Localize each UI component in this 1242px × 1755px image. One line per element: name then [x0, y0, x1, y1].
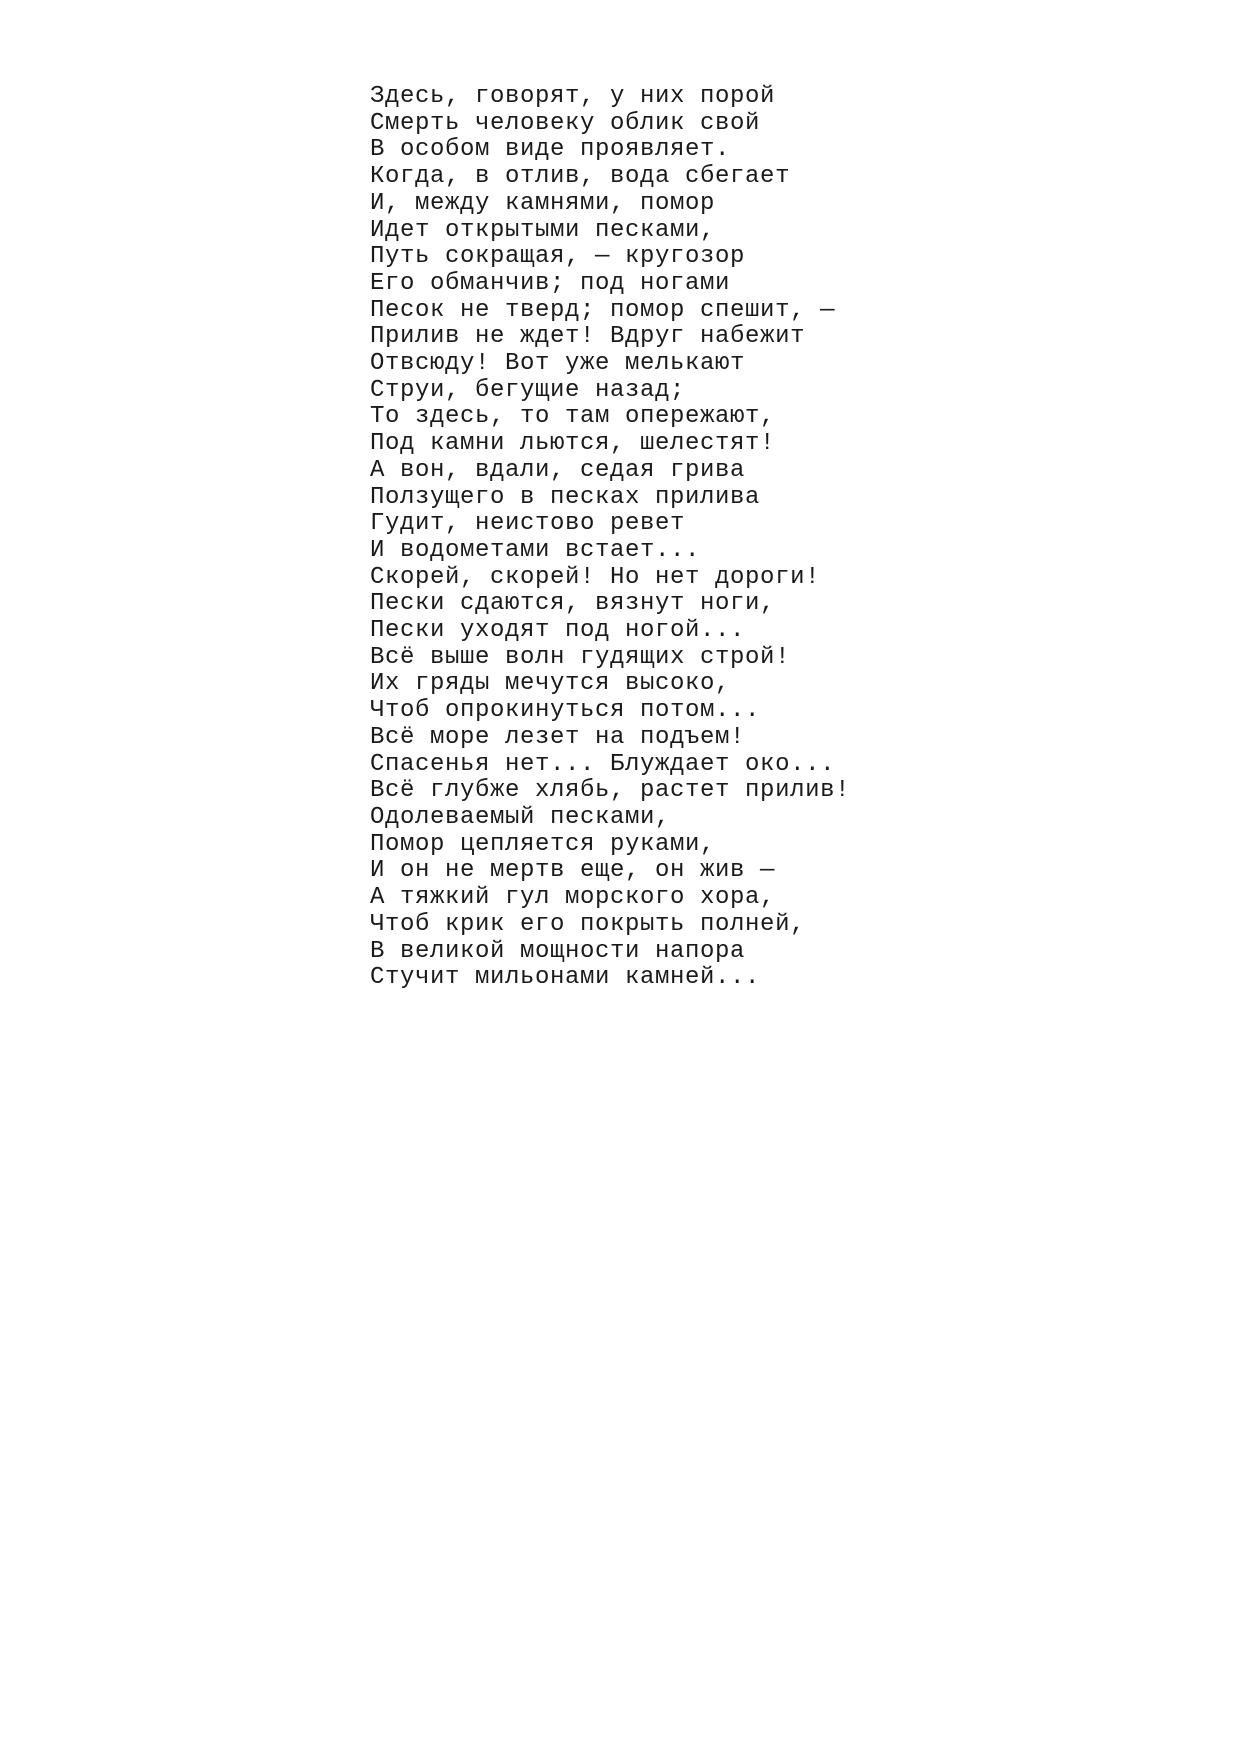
poem-line: И, между камнями, помор: [370, 189, 716, 217]
poem-line: Их гряды мечутся высоко,: [370, 670, 731, 698]
poem-line: Спасенья нет... Блуждает око...: [370, 750, 836, 778]
poem-line: Чтоб крик его покрыть полней,: [370, 910, 806, 938]
poem-line: Чтоб опрокинуться потом...: [370, 697, 761, 725]
poem-line: Пески уходят под ногой...: [370, 617, 746, 645]
poem-line: Идет открытыми песками,: [370, 216, 716, 244]
poem-line: Струи, бегущие назад;: [370, 376, 686, 404]
poem-line: Отвсюду! Вот уже мелькают: [370, 350, 746, 378]
poem-line: Под камни льются, шелестят!: [370, 430, 776, 458]
poem-line: Путь сокращая, — кругозор: [370, 243, 746, 271]
poem-line: Всё выше волн гудящих строй!: [370, 643, 791, 671]
poem-line: Прилив не ждет! Вдруг набежит: [370, 323, 806, 351]
poem-line: Стучит мильонами камней...: [370, 964, 761, 992]
poem-line: И водометами встает...: [370, 536, 701, 564]
poem-line: Одолеваемый песками,: [370, 803, 671, 831]
poem-line: То здесь, то там опережают,: [370, 403, 776, 431]
poem-line: Всё море лезет на подъем!: [370, 723, 746, 751]
poem-text: [370, 84, 850, 992]
poem-line: Ползущего в песках прилива: [370, 483, 761, 511]
poem-line: Смерть человеку облик свой: [370, 109, 761, 137]
poem-line: Пески сдаются, вязнут ноги,: [370, 590, 776, 618]
poem-line: Его обманчив; под ногами: [370, 269, 731, 297]
poem-line: В особом виде проявляет.: [370, 136, 731, 164]
poem-line: Гудит, неистово ревет: [370, 510, 686, 538]
poem-line: А вон, вдали, седая грива: [370, 456, 746, 484]
poem-line: Помор цепляется руками,: [370, 830, 716, 858]
poem-line: Когда, в отлив, вода сбегает: [370, 163, 791, 191]
poem-line: Песок не тверд; помор спешит, —: [370, 296, 836, 324]
poem-line: Скорей, скорей! Но нет дороги!: [370, 563, 821, 591]
poem-line: А тяжкий гул морского хора,: [370, 884, 776, 912]
poem-line: Здесь, говорят, у них порой: [370, 83, 776, 110]
poem-line: Всё глубже хлябь, растет прилив!: [370, 777, 851, 805]
poem-line: И он не мертв еще, он жив —: [370, 857, 776, 885]
poem-line: В великой мощности напора: [370, 937, 746, 965]
